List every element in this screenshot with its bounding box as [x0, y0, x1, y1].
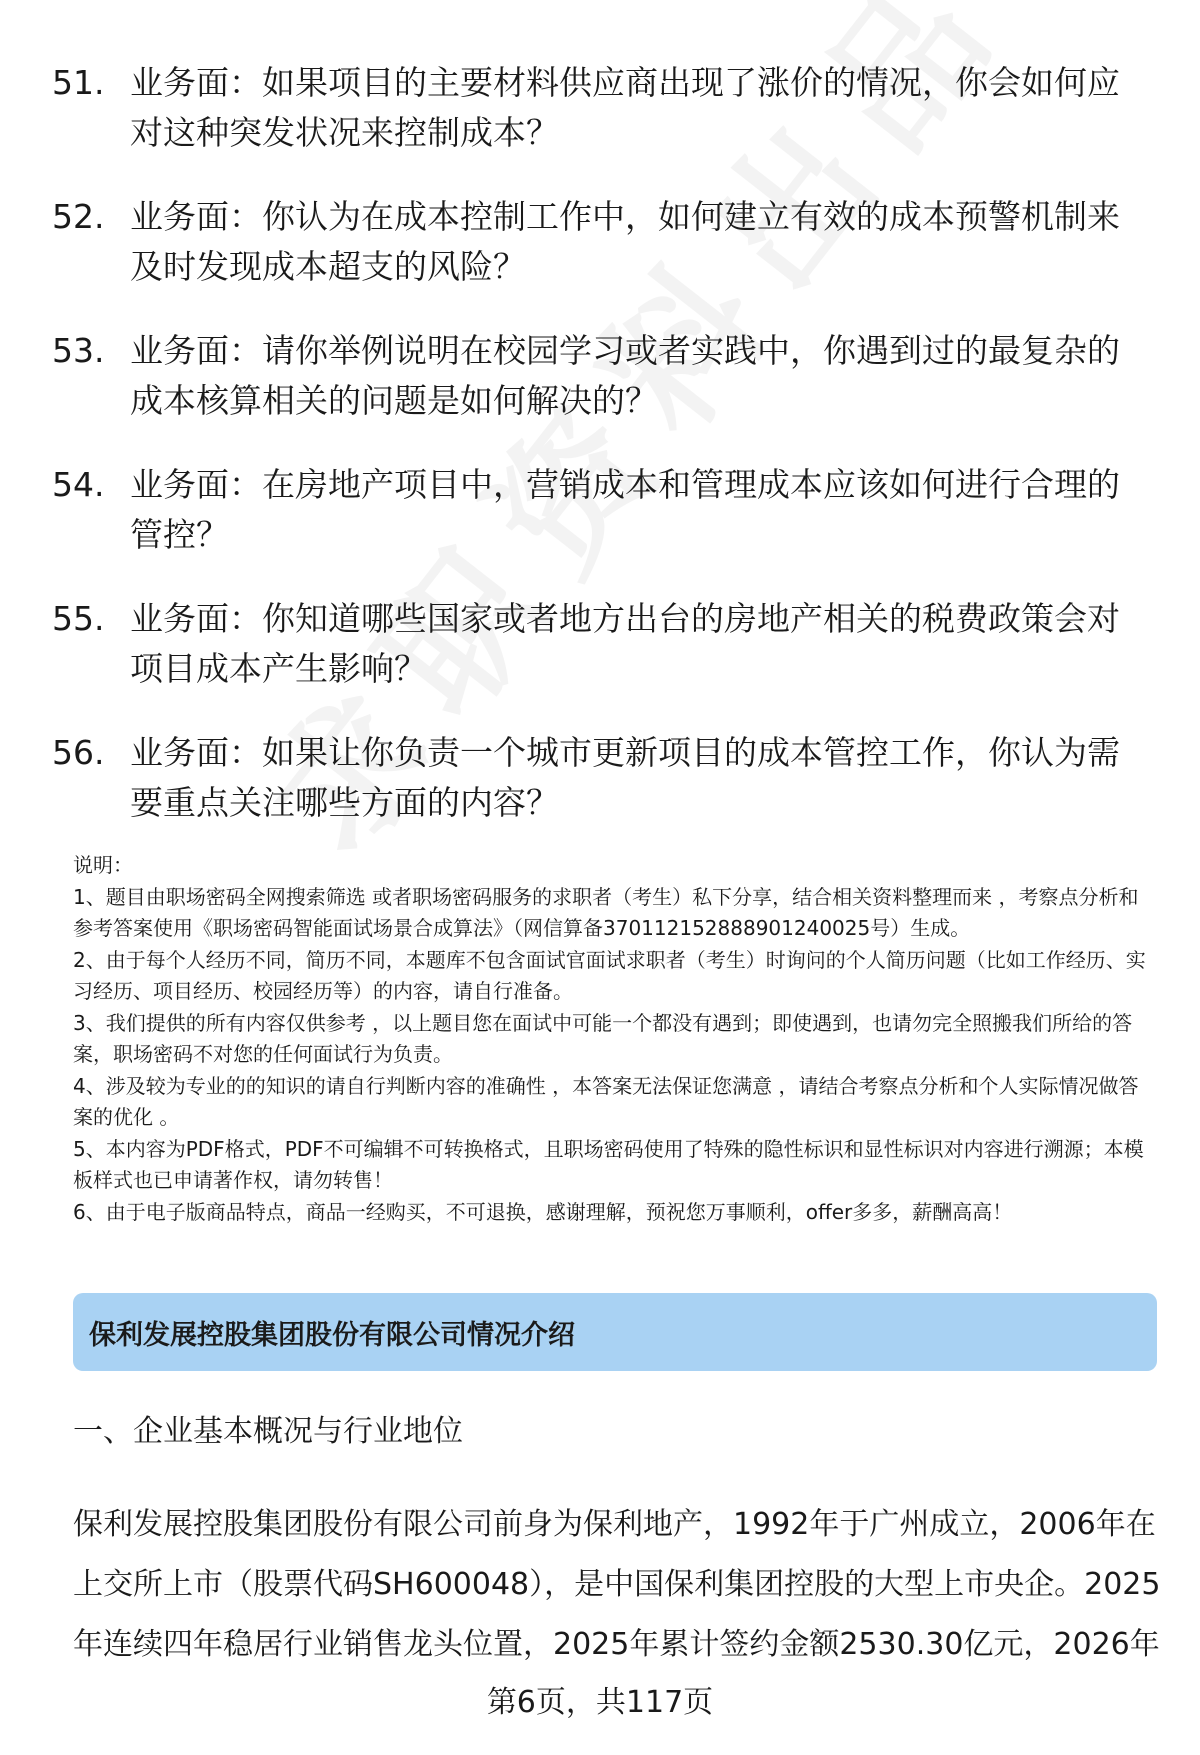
- note-item: 5、本内容为PDF格式，PDF不可编辑不可转换格式，且职场密码使用了特殊的隐性标识和显性标识对内容进行溯源；本模板样式也已申请著作权，请勿转售！: [73, 1136, 1144, 1192]
- question-item: [0, 192, 1200, 292]
- question-text: 业务面：你认为在成本控制工作中，如何建立有效的成本预警机制来及时发现成本超支的风险？: [130, 197, 1120, 286]
- note-item: 2、由于每个人经历不同，简历不同，本题库不包含面试官面试求职者（考生）时询问的个人简历问题（比如工作经历、实习经历、项目经历、校园经历等）的内容，请自行准备。: [73, 947, 1146, 1003]
- question-number: 53.: [52, 331, 105, 370]
- company-intro-banner: [73, 1293, 1157, 1371]
- question-number: 51.: [52, 63, 105, 102]
- note-item: 4、涉及较为专业的的知识的请自行判断内容的准确性 ，本答案无法保证您满意 ，请结合考察点分析和个人实际情况做答案的优化 。: [73, 1073, 1139, 1129]
- notes-block: [73, 850, 1158, 1228]
- question-text: 业务面：请你举例说明在校园学习或者实践中，你遇到过的最复杂的成本核算相关的问题是如何解决的？: [130, 331, 1120, 420]
- question-item: [0, 594, 1200, 694]
- notes-title: 说明：: [73, 853, 133, 877]
- question-text: 业务面：如果项目的主要材料供应商出现了涨价的情况，你会如何应对这种突发状况来控制成本？: [130, 63, 1120, 152]
- question-number: 54.: [52, 465, 105, 504]
- banner-title: 保利发展控股集团股份有限公司情况介绍: [89, 1319, 575, 1351]
- question-item: [0, 460, 1200, 560]
- question-number: 55.: [52, 599, 105, 638]
- question-text: 业务面：你知道哪些国家或者地方出台的房地产相关的税费政策会对项目成本产生影响？: [130, 599, 1120, 688]
- question-item: [0, 58, 1200, 158]
- note-item: 6、由于电子版商品特点，商品一经购买，不可退换，感谢理解，预祝您万事顺利，offer多多，薪酬高高！: [73, 1199, 1013, 1224]
- question-item: [0, 728, 1200, 828]
- note-item: 1、题目由职场密码全网搜索筛选 或者职场密码服务的求职者（考生）私下分享，结合相关资料整理而来 ，考察点分析和参考答案使用《职场密码智能面试场景合成算法》（网信算备370112152888901240025号）生成。: [73, 884, 1139, 940]
- question-text: 业务面：如果让你负责一个城市更新项目的成本管控工作，你认为需要重点关注哪些方面的内容？: [130, 733, 1120, 822]
- question-number: 52.: [52, 197, 105, 236]
- page-number: 第6页，共117页: [486, 1685, 714, 1720]
- question-item: [0, 326, 1200, 426]
- note-item: 3、我们提供的所有内容仅供参考 ，以上题目您在面试中可能一个都没有遇到；即使遇到，也请勿完全照搬我们所给的答案，职场密码不对您的任何面试行为负责。: [73, 1010, 1133, 1066]
- question-list: [0, 58, 1200, 862]
- section-heading: 一、企业基本概况与行业地位: [73, 1414, 463, 1449]
- question-number: 56.: [52, 733, 105, 772]
- question-text: 业务面：在房地产项目中，营销成本和管理成本应该如何进行合理的管控？: [130, 465, 1120, 554]
- body-paragraph: 保利发展控股集团股份有限公司前身为保利地产，1992年于广州成立，2006年在上交所上市（股票代码SH600048），是中国保利集团控股的大型上市央企。2025年连续四年稳居行业销售龙头位置，2025年累计签约金额2530.30亿元，2026年: [73, 1507, 1161, 1662]
